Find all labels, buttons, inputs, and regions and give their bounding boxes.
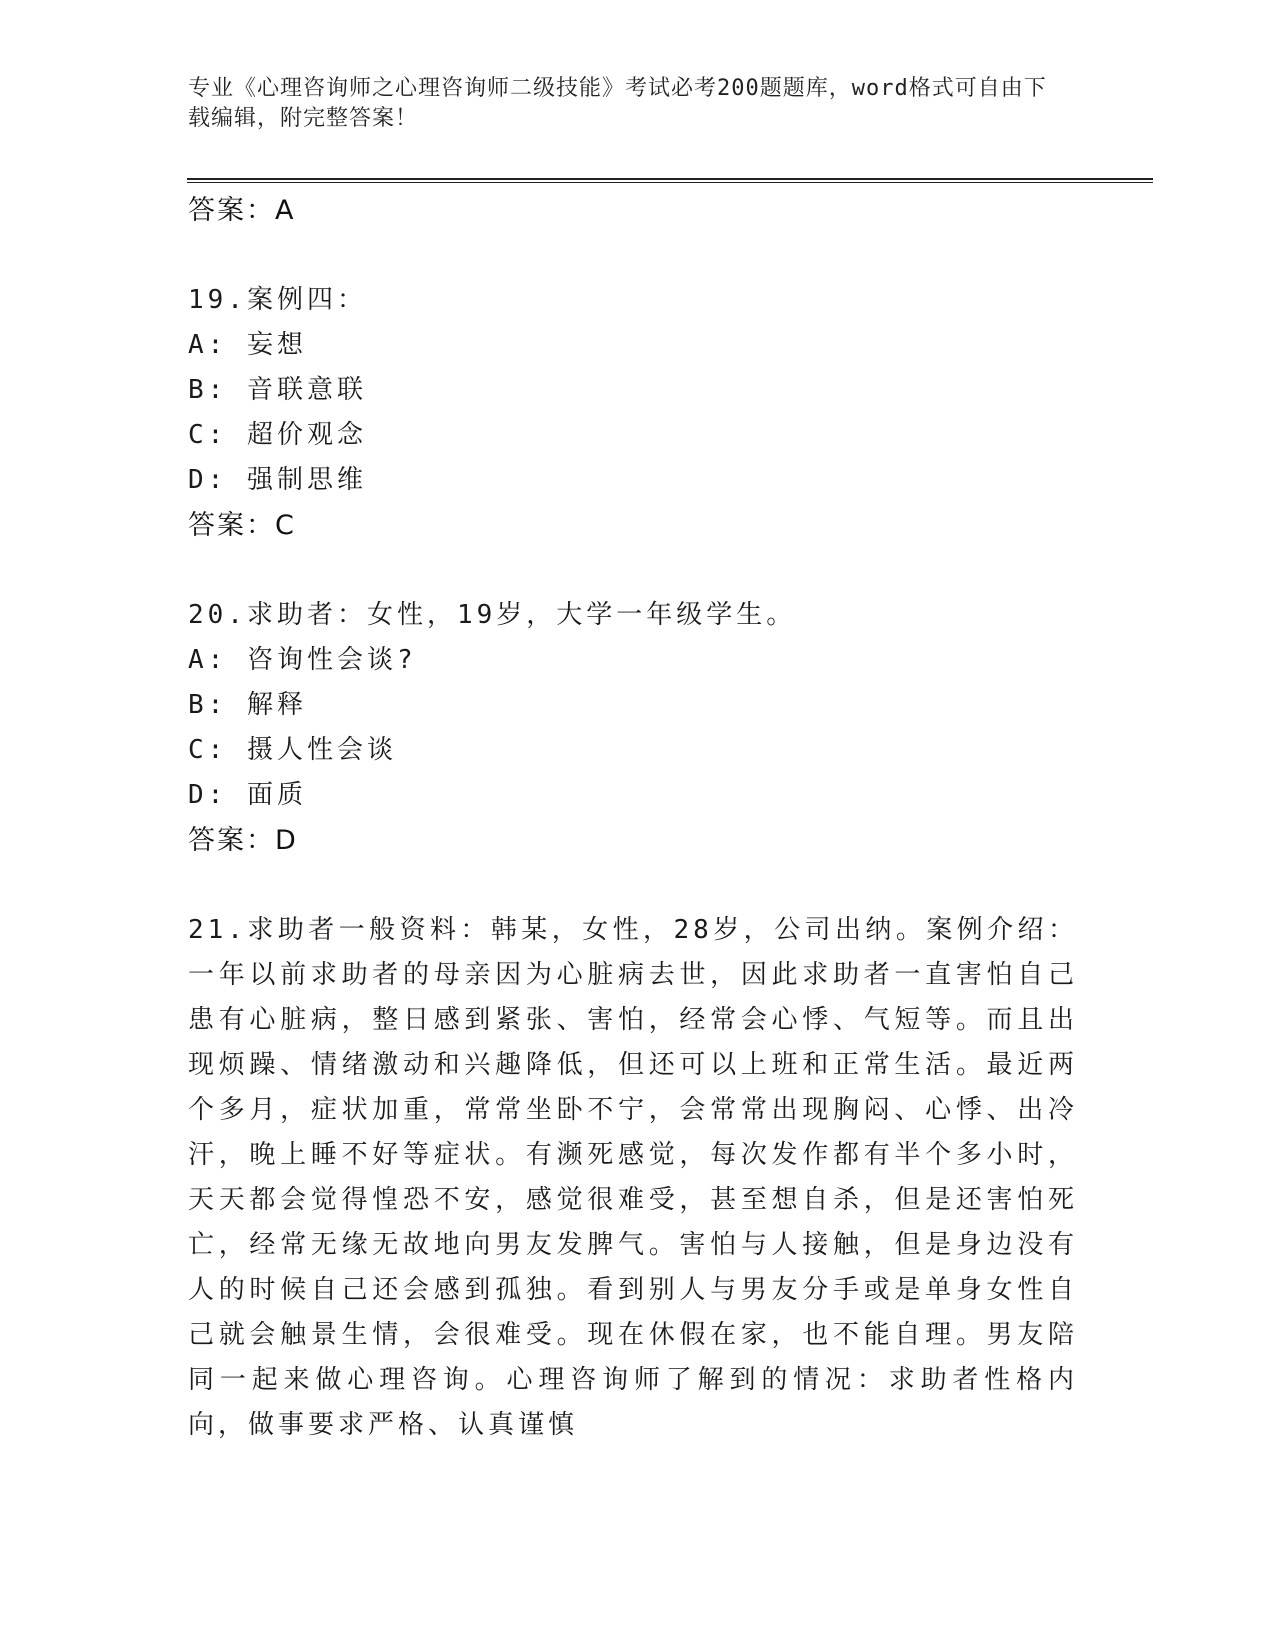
option-c: C: 超价观念 [188,420,367,450]
option-a: A: 妄想 [188,330,307,360]
question-19 [188,278,1088,548]
question-text: 20.求助者：女性，19岁，大学一年级学生。 [188,600,797,630]
option-b: B: 音联意联 [188,375,367,405]
question-21 [188,908,1088,1448]
answer-line: 答案：C [188,510,296,541]
answer-line: 答案：A [188,195,296,226]
question-text: 19.案例四： [188,285,367,315]
option-a: A: 咨询性会谈? [188,645,417,675]
question-20 [188,593,1088,863]
header-divider [187,178,1153,183]
question-text: 21.求助者一般资料：韩某，女性，28岁，公司出纳。案例介绍：一年以前求助者的母亲因为心脏病去世，因此求助者一直害怕自己患有心脏病，整日感到紧张、害怕，经常会心悸、气短等。而且出现烦躁、情绪激动和兴趣降低，但还可以上班和正常生活。最近两个多月，症状加重，常常坐卧不宁，会常常出现胸闷、心悸、出冷汗，晚上睡不好等症状。有濒死感觉，每次发作都有半个多小时，天天都会觉得惶恐不安，感觉很难受，甚至想自杀，但是还害怕死亡，经常无缘无故地向男友发脾气。害怕与人接触，但是身边没有人的时候自己还会感到孤独。看到别人与男友分手或是单身女性自己就会触景生情，会很难受。现在休假在家，也不能自理。男友陪同一起来做心理咨询。心理咨询师了解到的情况：求助者性格内向，做事要求严格、认真谨慎 [188,915,1078,1440]
spacer [188,233,1088,278]
option-d: D: 面质 [188,780,307,810]
option-d: D: 强制思维 [188,465,367,495]
answer-line: 答案：D [188,825,298,856]
spacer [188,863,1088,908]
document-body [188,188,1088,1448]
option-b: B: 解释 [188,690,307,720]
spacer [188,548,1088,593]
option-c: C: 摄人性会谈 [188,735,397,765]
page-header: 专业《心理咨询师之心理咨询师二级技能》考试必考200题题库，word格式可自由下载编辑，附完整答案！ [188,76,1047,131]
